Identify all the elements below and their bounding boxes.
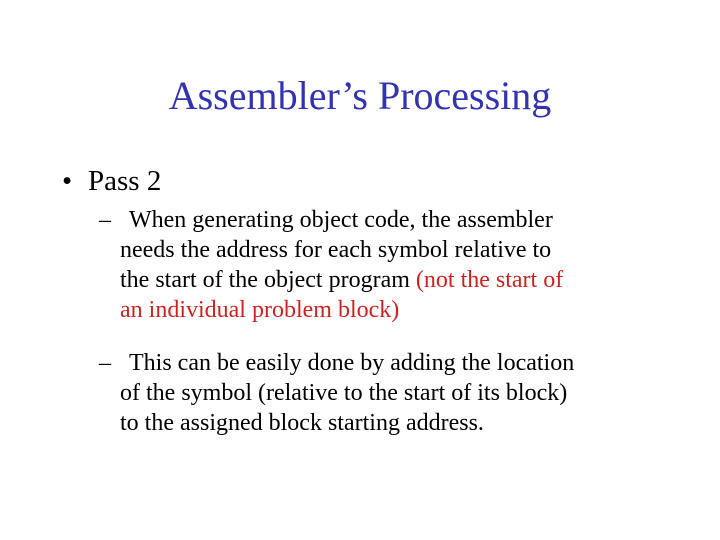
sub-bullet-line: of the symbol (relative to the start of its block) [120, 380, 568, 406]
dash-mark: – [99, 207, 111, 233]
sub-bullet-line: to the assigned block starting address. [120, 410, 484, 436]
highlight-line: an individual problem block) [120, 297, 400, 323]
sub-bullet-text: the start of the object program [120, 267, 416, 293]
slide-title: Assembler’s Processing [168, 73, 552, 118]
sub-bullet-adding-location [99, 348, 659, 438]
sub-bullet-line-mixed [99, 265, 659, 295]
bullet-text: Pass 2 [88, 165, 162, 197]
sub-bullet-object-code [99, 205, 659, 325]
sub-bullet-line: When generating object code, the assembler [129, 207, 553, 233]
highlight-text: (not the start of [415, 267, 564, 293]
bullet-mark: • [62, 165, 73, 197]
sub-bullet-line: needs the address for each symbol relative to [120, 237, 552, 263]
sub-bullet-line: This can be easily done by adding the location [129, 350, 575, 376]
bullet-pass-2 [62, 162, 161, 200]
dash-mark: – [99, 350, 111, 376]
